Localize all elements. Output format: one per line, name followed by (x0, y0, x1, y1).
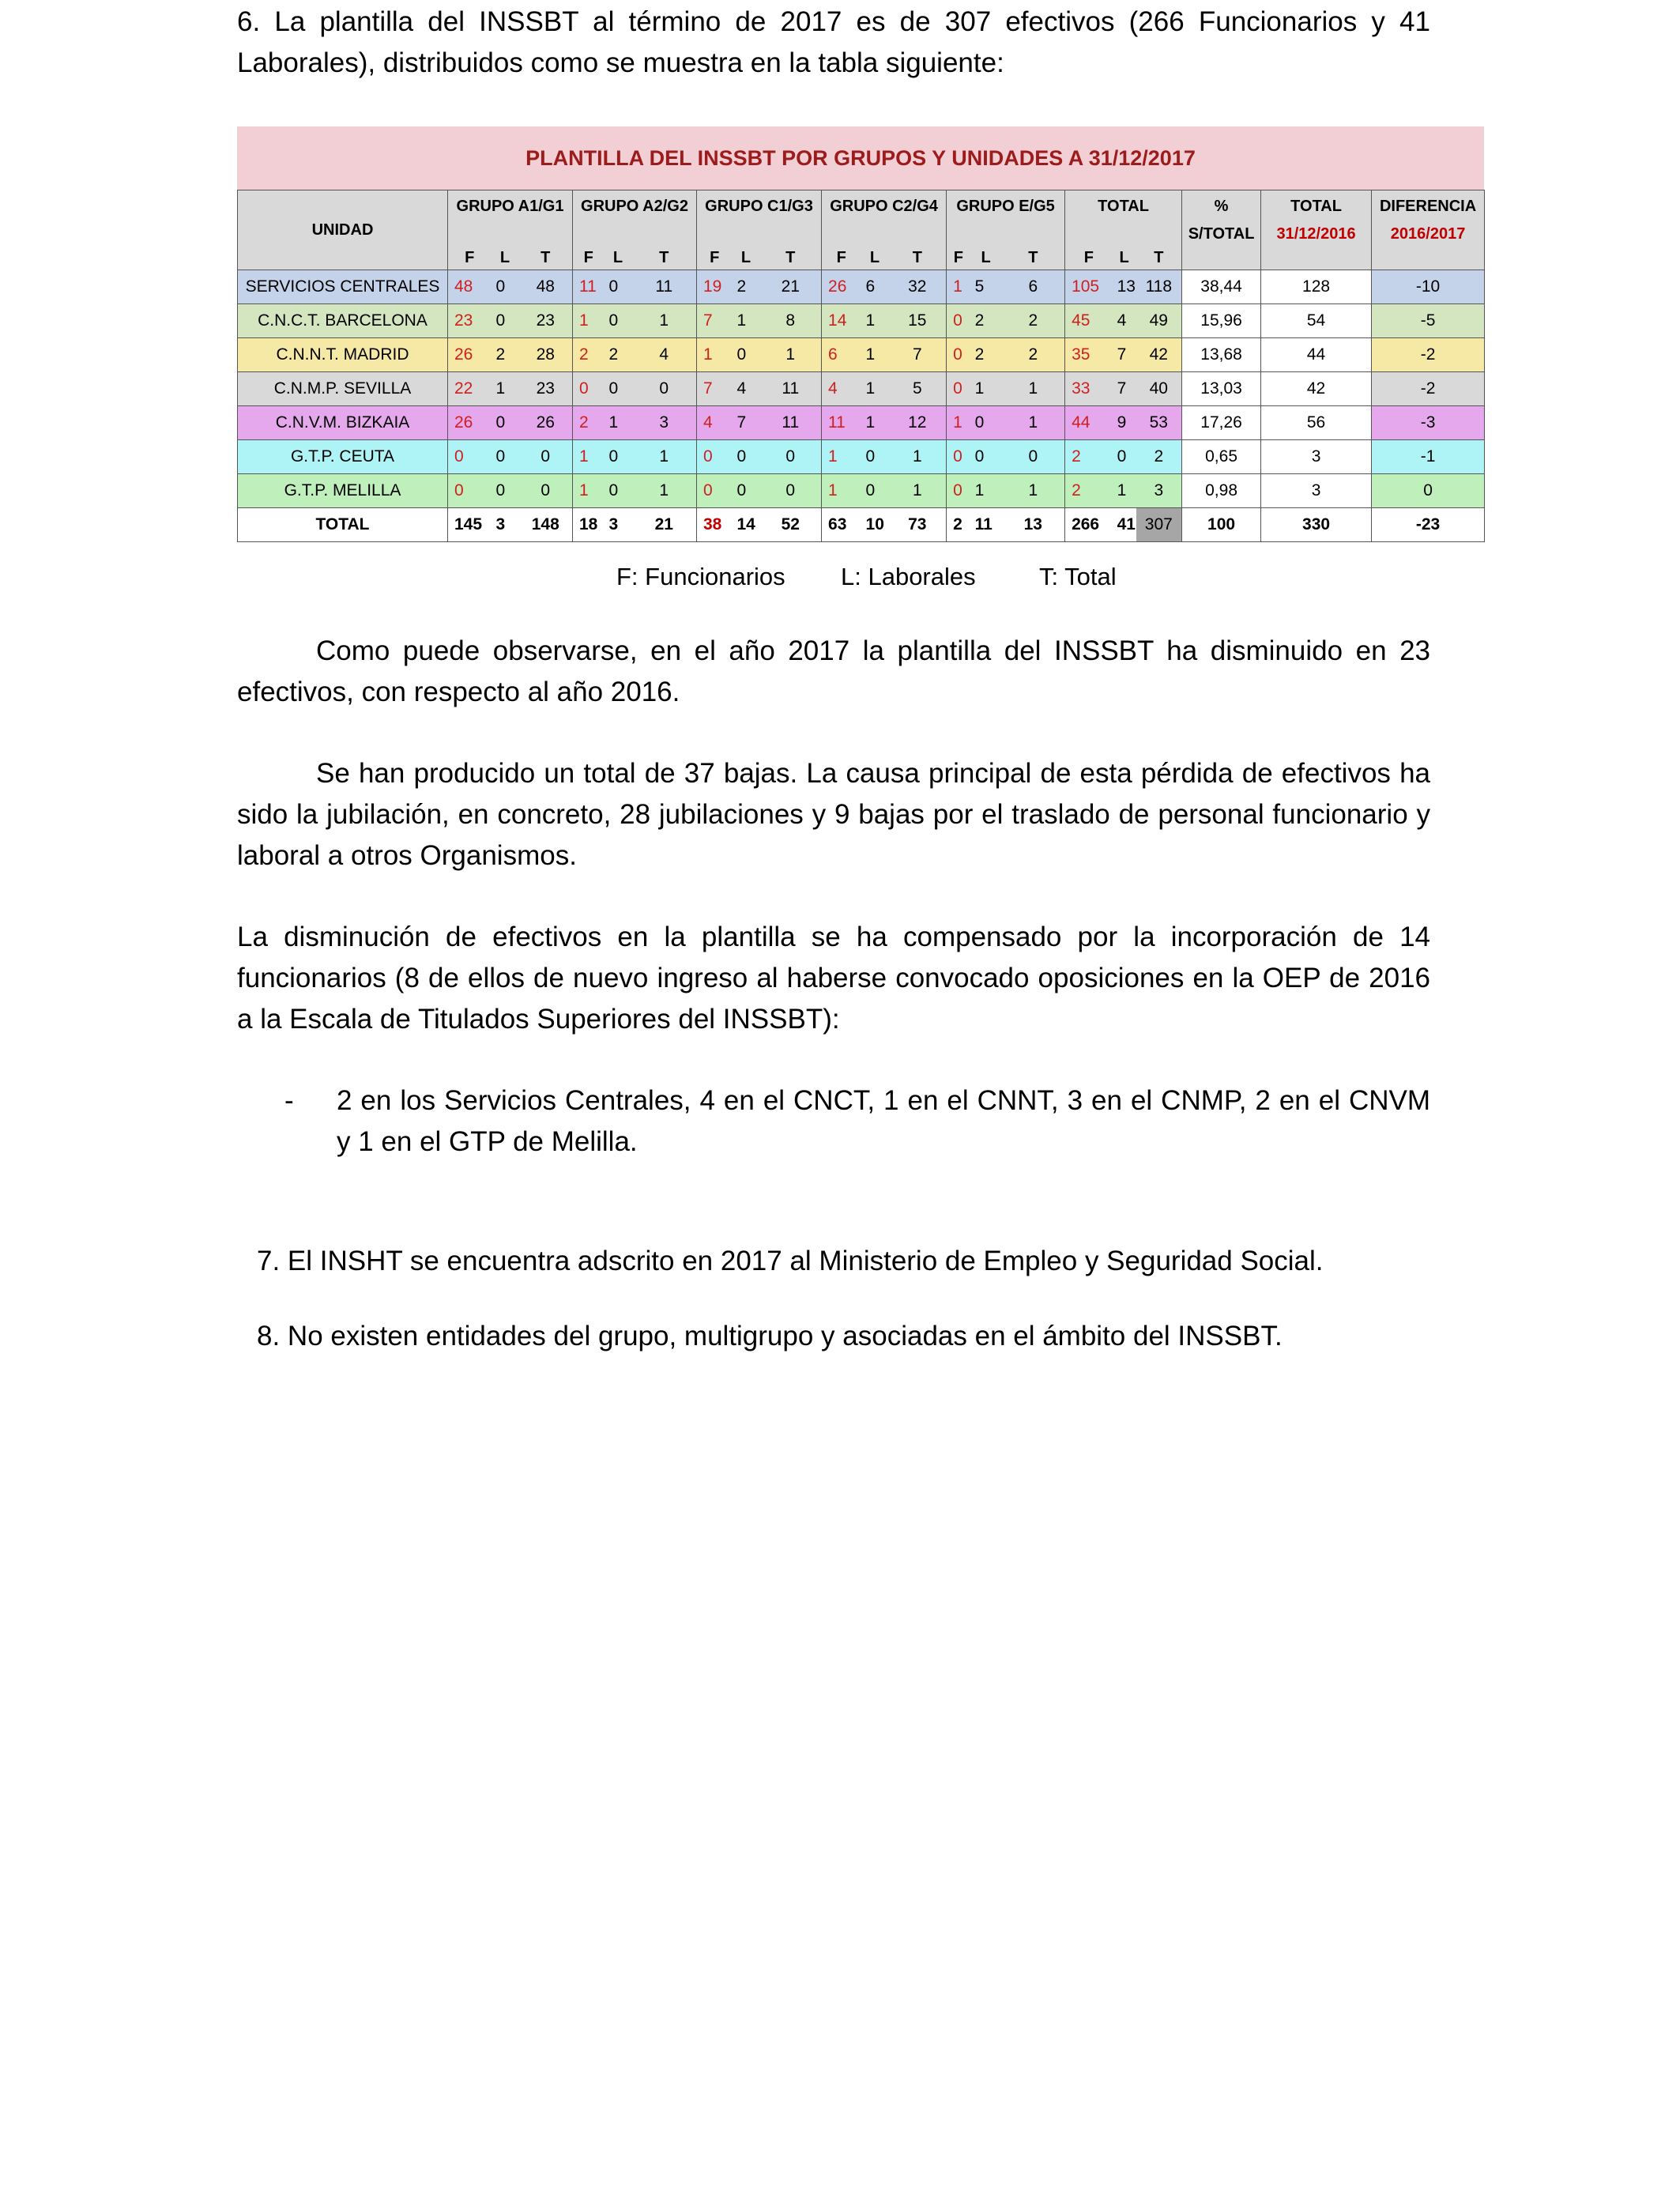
cell-value: 15 (889, 304, 947, 338)
cell-value: 0 (605, 474, 632, 508)
header-sub: T (889, 246, 947, 270)
cell-value: 145 (448, 508, 492, 542)
cell-value: 0 (492, 440, 519, 474)
paragraph-decrease: Como puede observarse, en el año 2017 la plantilla del INSSBT ha disminuido en 23 efectivos, con respecto al año 2016. (237, 635, 1430, 707)
cell-value: 2 (970, 338, 1002, 372)
cell-value: 0 (970, 440, 1002, 474)
cell-value: 0 (760, 474, 822, 508)
cell-value: 11 (822, 406, 861, 440)
table-row (238, 270, 1485, 304)
cell-value: 41 (1113, 508, 1136, 542)
table-row (238, 372, 1485, 406)
item-7: 7. El INSHT se encuentra adscrito en 2017 al Ministerio de Empleo y Seguridad Social. (257, 1246, 1324, 1276)
cell-diff: -23 (1372, 508, 1485, 542)
unit-name: SERVICIOS CENTRALES (238, 270, 448, 304)
cell-value: 2 (733, 270, 760, 304)
cell-value: 0 (947, 440, 970, 474)
cell-pct: 13,03 (1182, 372, 1261, 406)
cell-value: 52 (760, 508, 822, 542)
cell-total2016: 42 (1261, 372, 1372, 406)
header-sub: T (1002, 246, 1065, 270)
cell-value: 11 (573, 270, 605, 304)
cell-value: 22 (448, 372, 492, 406)
cell-value: 3 (605, 508, 632, 542)
cell-value: 0 (519, 440, 573, 474)
header-row (238, 190, 1485, 223)
cell-value: 6 (822, 338, 861, 372)
cell-value: 5 (889, 372, 947, 406)
paragraph-bajas: Se han producido un total de 37 bajas. La causa principal de esta pérdida de efectivos ha sido la jubilación, en concreto, 28 jubilaciones y 9 bajas por el traslado de personal funcionario y laboral a otros Organismos. (237, 758, 1430, 871)
cell-value: 0 (861, 440, 889, 474)
cell-value: 5 (970, 270, 1002, 304)
cell-value: 148 (519, 508, 573, 542)
cell-value: 2 (947, 508, 970, 542)
cell-total2016: 44 (1261, 338, 1372, 372)
cell-value: 0 (733, 338, 760, 372)
cell-total2016: 56 (1261, 406, 1372, 440)
cell-value: 23 (519, 372, 573, 406)
cell-value: 1 (947, 406, 970, 440)
cell-value: 11 (760, 406, 822, 440)
cell-value: 38 (697, 508, 733, 542)
cell-value: 23 (519, 304, 573, 338)
cell-value: 1 (889, 440, 947, 474)
cell-value: 10 (861, 508, 889, 542)
cell-value: 1 (1002, 372, 1065, 406)
cell-diff: -5 (1372, 304, 1485, 338)
unit-name: C.N.V.M. BIZKAIA (238, 406, 448, 440)
cell-value: 49 (1136, 304, 1182, 338)
cell-total2016: 3 (1261, 440, 1372, 474)
cell-value: 11 (632, 270, 697, 304)
cell-value: 21 (632, 508, 697, 542)
header-sub: F (1065, 246, 1113, 270)
cell-value: 0 (519, 474, 573, 508)
header-group: TOTAL (1065, 190, 1182, 223)
cell-value: 1 (632, 474, 697, 508)
header-group: GRUPO A2/G2 (573, 190, 697, 223)
header-sub: F (448, 246, 492, 270)
header-sub: L (492, 246, 519, 270)
header-sub: T (1136, 246, 1182, 270)
cell-pct: 38,44 (1182, 270, 1261, 304)
cell-value: 6 (1002, 270, 1065, 304)
cell-value: 0 (970, 406, 1002, 440)
header-sub: L (861, 246, 889, 270)
header-sub: F (947, 246, 970, 270)
cell-value: 4 (632, 338, 697, 372)
cell-value: 14 (822, 304, 861, 338)
cell-value: 0 (573, 372, 605, 406)
cell-value: 1 (605, 406, 632, 440)
cell-value: 53 (1136, 406, 1182, 440)
table-row (238, 440, 1485, 474)
cell-value: 26 (448, 406, 492, 440)
cell-value: 2 (1136, 440, 1182, 474)
cell-value: 0 (492, 304, 519, 338)
cell-diff: -3 (1372, 406, 1485, 440)
cell-value: 14 (733, 508, 760, 542)
cell-value: 28 (519, 338, 573, 372)
cell-value: 4 (822, 372, 861, 406)
cell-value: 0 (605, 304, 632, 338)
cell-total2016: 128 (1261, 270, 1372, 304)
cell-pct: 13,68 (1182, 338, 1261, 372)
cell-value: 4 (1113, 304, 1136, 338)
cell-value: 0 (861, 474, 889, 508)
cell-value: 0 (492, 474, 519, 508)
cell-value: 0 (1002, 440, 1065, 474)
header-sub: T (760, 246, 822, 270)
header-total: TOTAL (1261, 190, 1372, 223)
table-row (238, 406, 1485, 440)
cell-value: 307 (1136, 508, 1182, 542)
cell-value: 1 (632, 440, 697, 474)
cell-value: 1 (697, 338, 733, 372)
header-diferencia-sub: 2016/2017 (1372, 222, 1485, 246)
cell-value: 2 (1002, 338, 1065, 372)
cell-value: 4 (697, 406, 733, 440)
cell-value: 21 (760, 270, 822, 304)
cell-value: 11 (760, 372, 822, 406)
cell-value: 1 (632, 304, 697, 338)
cell-value: 266 (1065, 508, 1113, 542)
cell-value: 32 (889, 270, 947, 304)
cell-value: 7 (1113, 372, 1136, 406)
cell-value: 1 (861, 338, 889, 372)
cell-value: 1 (822, 474, 861, 508)
cell-diff: -2 (1372, 372, 1485, 406)
cell-pct: 100 (1182, 508, 1261, 542)
header-group: GRUPO C2/G4 (822, 190, 947, 223)
staff-table (237, 126, 1484, 542)
unit-name: G.T.P. MELILLA (238, 474, 448, 508)
header-sub: F (573, 246, 605, 270)
cell-value: 0 (697, 440, 733, 474)
cell-value: 7 (697, 372, 733, 406)
cell-value: 1 (573, 304, 605, 338)
header-sub: L (970, 246, 1002, 270)
table-title: PLANTILLA DEL INSSBT POR GRUPOS Y UNIDADES A 31/12/2017 (237, 126, 1484, 190)
cell-value: 0 (947, 474, 970, 508)
cell-value: 0 (947, 304, 970, 338)
unit-name: C.N.N.T. MADRID (238, 338, 448, 372)
cell-value: 1 (573, 440, 605, 474)
cell-value: 45 (1065, 304, 1113, 338)
cell-pct: 17,26 (1182, 406, 1261, 440)
cell-value: 7 (1113, 338, 1136, 372)
cell-value: 63 (822, 508, 861, 542)
cell-value: 1 (889, 474, 947, 508)
cell-value: 0 (733, 474, 760, 508)
cell-diff: -10 (1372, 270, 1485, 304)
header-pct-sub: S/TOTAL (1182, 222, 1261, 246)
cell-value: 40 (1136, 372, 1182, 406)
item-8: 8. No existen entidades del grupo, multigrupo y asociadas en el ámbito del INSSBT. (257, 1321, 1283, 1351)
cell-value: 26 (822, 270, 861, 304)
cell-total2016: 3 (1261, 474, 1372, 508)
cell-value: 0 (697, 474, 733, 508)
cell-value: 48 (519, 270, 573, 304)
cell-value: 23 (448, 304, 492, 338)
cell-value: 1 (573, 474, 605, 508)
cell-value: 2 (1065, 474, 1113, 508)
cell-value: 2 (492, 338, 519, 372)
bullet-text: 2 en los Servicios Centrales, 4 en el CNCT, 1 en el CNNT, 3 en el CNMP, 2 en el CNVM y 1 en el GTP de Melilla. (337, 1085, 1430, 1157)
header-total-sub: 31/12/2016 (1261, 222, 1372, 246)
cell-value: 0 (733, 440, 760, 474)
cell-value: 0 (1113, 440, 1136, 474)
cell-value: 42 (1136, 338, 1182, 372)
cell-value: 3 (492, 508, 519, 542)
cell-value: 1 (760, 338, 822, 372)
paragraph-compensation: La disminución de efectivos en la plantilla se ha compensado por la incorporación de 14 funcionarios (8 de ellos de nuevo ingreso al haberse convocado oposiciones en la OEP de 2016 a la Escala de Titulados Superiores del INSSBT): (237, 922, 1430, 1035)
cell-value: 1 (947, 270, 970, 304)
cell-pct: 0,65 (1182, 440, 1261, 474)
cell-value: 0 (448, 440, 492, 474)
cell-value: 118 (1136, 270, 1182, 304)
header-group: GRUPO C1/G3 (697, 190, 822, 223)
cell-value: 1 (861, 406, 889, 440)
cell-value: 0 (632, 372, 697, 406)
header-sub: T (519, 246, 573, 270)
cell-value: 9 (1113, 406, 1136, 440)
cell-value: 0 (492, 406, 519, 440)
cell-value: 3 (1136, 474, 1182, 508)
cell-value: 13 (1002, 508, 1065, 542)
cell-diff: 0 (1372, 474, 1485, 508)
legend-l: L: Laborales (841, 563, 976, 590)
cell-value: 0 (492, 270, 519, 304)
table-row (238, 304, 1485, 338)
header-sub: L (605, 246, 632, 270)
cell-value: 2 (1002, 304, 1065, 338)
header-diferencia: DIFERENCIA (1372, 190, 1485, 223)
cell-value: 0 (605, 270, 632, 304)
unit-name: G.T.P. CEUTA (238, 440, 448, 474)
cell-pct: 15,96 (1182, 304, 1261, 338)
cell-value: 6 (861, 270, 889, 304)
cell-value: 0 (605, 372, 632, 406)
header-sub: F (697, 246, 733, 270)
cell-value: 44 (1065, 406, 1113, 440)
cell-value: 0 (947, 372, 970, 406)
cell-value: 19 (697, 270, 733, 304)
cell-value: 1 (861, 372, 889, 406)
cell-value: 1 (822, 440, 861, 474)
cell-value: 26 (448, 338, 492, 372)
cell-value: 35 (1065, 338, 1113, 372)
cell-value: 7 (733, 406, 760, 440)
cell-value: 2 (573, 406, 605, 440)
header-sub: L (733, 246, 760, 270)
unit-name: C.N.M.P. SEVILLA (238, 372, 448, 406)
cell-value: 4 (733, 372, 760, 406)
cell-value: 0 (605, 440, 632, 474)
cell-total2016: 54 (1261, 304, 1372, 338)
cell-value: 2 (970, 304, 1002, 338)
cell-value: 1 (861, 304, 889, 338)
cell-value: 18 (573, 508, 605, 542)
cell-value: 1 (970, 474, 1002, 508)
table-row (238, 474, 1485, 508)
header-pct: % (1182, 190, 1261, 223)
unit-name: C.N.C.T. BARCELONA (238, 304, 448, 338)
cell-value: 48 (448, 270, 492, 304)
cell-value: 1 (492, 372, 519, 406)
header-group: GRUPO A1/G1 (448, 190, 573, 223)
legend-f: F: Funcionarios (616, 563, 785, 590)
header-sub: F (822, 246, 861, 270)
cell-value: 33 (1065, 372, 1113, 406)
unit-name: TOTAL (238, 508, 448, 542)
cell-value: 2 (573, 338, 605, 372)
cell-value: 0 (760, 440, 822, 474)
header-sub: T (632, 246, 697, 270)
cell-pct: 0,98 (1182, 474, 1261, 508)
header-group: GRUPO E/G5 (947, 190, 1065, 223)
cell-value: 0 (947, 338, 970, 372)
cell-value: 13 (1113, 270, 1136, 304)
cell-value: 7 (697, 304, 733, 338)
cell-value: 1 (1113, 474, 1136, 508)
cell-value: 7 (889, 338, 947, 372)
cell-total2016: 330 (1261, 508, 1372, 542)
intro-paragraph: 6. La plantilla del INSSBT al término de 2017 es de 307 efectivos (266 Funcionarios y 41 Laborales), distribuidos como se muestra en la tabla siguiente: (237, 6, 1430, 78)
header-unidad: UNIDAD (238, 190, 448, 270)
bullet-marker: - (284, 1085, 294, 1116)
legend-t: T: Total (1039, 563, 1117, 590)
cell-value: 0 (448, 474, 492, 508)
header-sub: L (1113, 246, 1136, 270)
cell-value: 1 (1002, 474, 1065, 508)
cell-value: 3 (632, 406, 697, 440)
cell-value: 8 (760, 304, 822, 338)
cell-value: 11 (970, 508, 1002, 542)
cell-value: 1 (733, 304, 760, 338)
cell-value: 1 (1002, 406, 1065, 440)
cell-diff: -1 (1372, 440, 1485, 474)
table-row (238, 338, 1485, 372)
cell-value: 2 (1065, 440, 1113, 474)
total-row (238, 508, 1485, 542)
cell-value: 2 (605, 338, 632, 372)
cell-value: 12 (889, 406, 947, 440)
cell-value: 1 (970, 372, 1002, 406)
cell-value: 105 (1065, 270, 1113, 304)
cell-diff: -2 (1372, 338, 1485, 372)
staff-grid (237, 190, 1485, 542)
cell-value: 73 (889, 508, 947, 542)
cell-value: 26 (519, 406, 573, 440)
